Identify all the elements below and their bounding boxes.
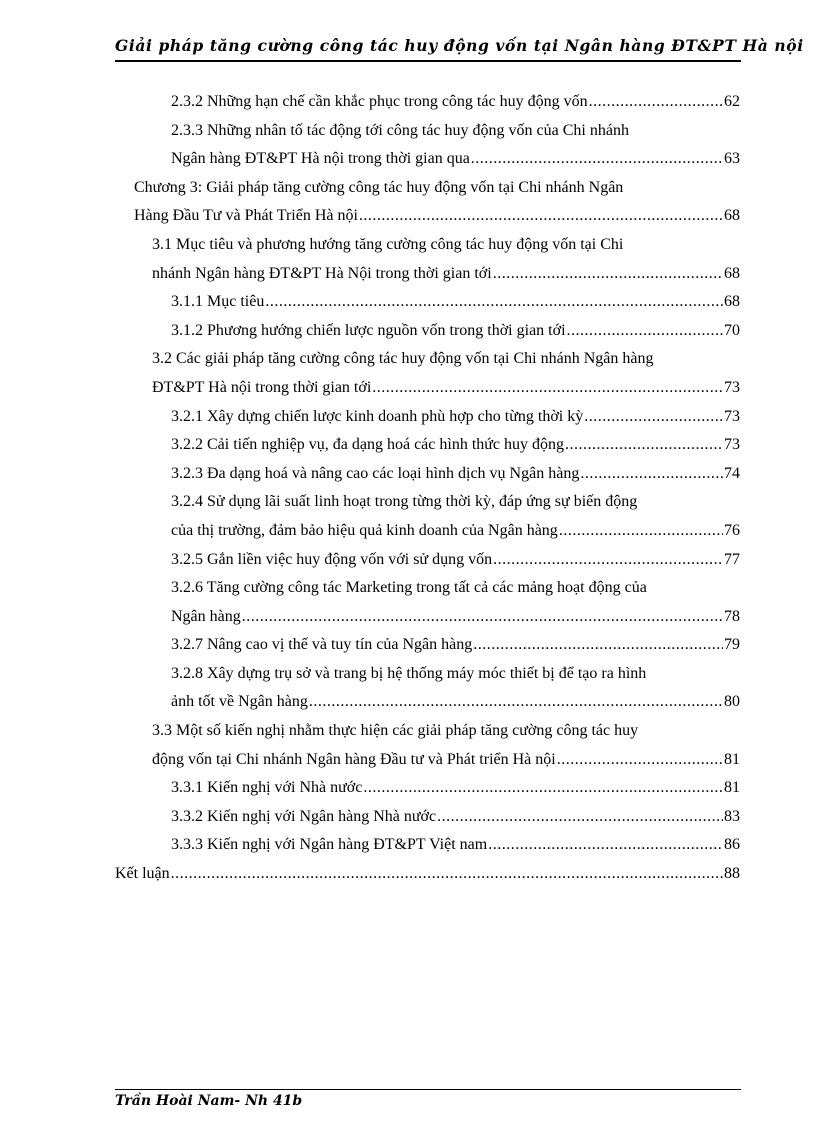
toc-entry-title: Chương 3: Giải pháp tăng cường công tác huy động vốn tại Chi nhánh Ngân	[134, 178, 624, 196]
toc-entry[interactable]	[0, 660, 816, 689]
toc-leader	[363, 774, 723, 802]
toc-page-number: 79	[724, 636, 740, 654]
toc-entry-title: 2.3.2 Những hạn chế cần khắc phục trong công tác huy động vốn	[171, 93, 588, 110]
toc-entry[interactable]	[0, 517, 816, 546]
toc-page-number: 78	[724, 607, 740, 625]
toc-entry[interactable]	[0, 717, 816, 746]
toc-page-number: 73	[724, 436, 740, 454]
toc-entry-title: 3.2.6 Tăng cường công tác Marketing trong tất cả các mảng hoạt động của	[171, 579, 647, 597]
toc-entry[interactable]	[0, 145, 816, 174]
toc-entry-title: Ngân hàng	[171, 607, 241, 625]
toc-leader	[359, 202, 723, 230]
toc-entry-title: 3.2.7 Nâng cao vị thế và tuy tín của Ngân hàng	[171, 636, 473, 654]
toc-entry[interactable]	[0, 202, 816, 231]
toc-page-number: 73	[724, 407, 740, 425]
toc-leader	[473, 631, 723, 659]
table-of-contents	[0, 88, 816, 889]
footer-rule	[115, 1089, 741, 1090]
toc-entry[interactable]	[0, 431, 816, 460]
toc-page-number: 76	[724, 521, 740, 539]
toc-entry[interactable]	[0, 174, 816, 203]
toc-entry[interactable]	[0, 403, 816, 432]
toc-entry-title: 3.1.2 Phương hướng chiến lược nguồn vốn trong thời gian tới	[171, 321, 566, 339]
toc-page-number: 68	[724, 293, 740, 311]
running-footer: Trần Hoài Nam- Nh 41b	[115, 1093, 303, 1109]
toc-entry-title: 3.3 Một số kiến nghị nhằm thực hiện các giải pháp tăng cường công tác huy	[152, 722, 639, 740]
toc-leader	[171, 860, 723, 888]
toc-entry-title: Hàng Đầu Tư và Phát Triển Hà nội	[134, 207, 358, 225]
toc-leader	[437, 803, 723, 831]
toc-entry-title: 3.3.1 Kiến nghị với Nhà nước	[171, 779, 363, 797]
toc-entry-title: 3.2.2 Cải tiến nghiệp vụ, đa dạng hoá các hình thức huy động	[171, 436, 565, 454]
toc-leader	[565, 431, 723, 459]
toc-page-number: 81	[724, 750, 740, 768]
toc-entry-title: Kết luận	[115, 865, 170, 883]
toc-entry[interactable]	[0, 288, 816, 317]
toc-leader	[488, 831, 723, 859]
toc-entry[interactable]	[0, 317, 816, 346]
toc-entry[interactable]	[0, 774, 816, 803]
toc-entry-title: ĐT&PT Hà nội trong thời gian tới	[152, 378, 372, 396]
toc-page-number: 83	[724, 807, 740, 825]
toc-entry[interactable]	[0, 831, 816, 860]
toc-entry-title: 3.2.4 Sử dụng lãi suất linh hoạt trong từng thời kỳ, đáp ứng sự biến động	[171, 493, 638, 511]
toc-entry[interactable]	[0, 546, 816, 575]
toc-entry-title: 3.2.3 Đa dạng hoá và nâng cao các loại hình dịch vụ Ngân hàng	[171, 464, 580, 482]
toc-leader	[493, 546, 723, 574]
toc-leader	[242, 603, 723, 631]
toc-leader	[309, 688, 723, 716]
toc-entry[interactable]	[0, 374, 816, 403]
toc-entry[interactable]	[0, 746, 816, 775]
toc-entry-title: 3.3.3 Kiến nghị với Ngân hàng ĐT&PT Việt nam	[171, 836, 488, 854]
toc-page-number: 88	[724, 865, 740, 883]
toc-entry-title: 3.1.1 Mục tiêu	[171, 293, 265, 311]
toc-entry[interactable]	[0, 860, 816, 889]
running-header: Giải pháp tăng cường công tác huy động vốn tại Ngân hàng ĐT&PT Hà nội	[115, 36, 804, 55]
toc-entry[interactable]	[0, 345, 816, 374]
toc-page-number: 73	[724, 378, 740, 396]
toc-entry[interactable]	[0, 574, 816, 603]
toc-page-number: 81	[724, 779, 740, 797]
toc-entry[interactable]	[0, 488, 816, 517]
toc-page-number: 63	[724, 150, 740, 168]
toc-page-number: 70	[724, 321, 740, 339]
toc-entry-title: 3.2.8 Xây dựng trụ sở và trang bị hệ thống máy móc thiết bị để tạo ra hình	[171, 664, 647, 682]
toc-entry-title: 3.3.2 Kiến nghị với Ngân hàng Nhà nước	[171, 807, 437, 825]
toc-entry[interactable]	[0, 88, 816, 117]
header-rule	[115, 60, 741, 62]
toc-leader	[493, 260, 723, 288]
toc-page-number: 68	[724, 264, 740, 282]
toc-entry[interactable]	[0, 803, 816, 832]
toc-entry[interactable]	[0, 260, 816, 289]
toc-page-number: 68	[724, 207, 740, 225]
toc-page-number: 86	[724, 836, 740, 854]
toc-entry-title: của thị trường, đảm bảo hiệu quả kinh doanh của Ngân hàng	[171, 521, 558, 539]
toc-entry-title: 3.2.5 Gắn liền việc huy động vốn với sử dụng vốn	[171, 550, 493, 568]
toc-leader	[372, 374, 723, 402]
toc-entry-title: nhánh Ngân hàng ĐT&PT Hà Nội trong thời gian tới	[152, 264, 492, 282]
toc-leader	[589, 88, 723, 116]
toc-entry-title: ảnh tốt về Ngân hàng	[171, 693, 308, 711]
toc-page-number: 77	[724, 550, 740, 568]
toc-entry[interactable]	[0, 603, 816, 632]
toc-leader	[584, 403, 723, 431]
toc-entry[interactable]	[0, 688, 816, 717]
toc-entry-title: 3.1 Mục tiêu và phương hướng tăng cường công tác huy động vốn tại Chi	[152, 235, 624, 253]
toc-leader	[559, 517, 723, 545]
toc-leader	[580, 460, 723, 488]
toc-leader	[567, 317, 723, 345]
toc-entry[interactable]	[0, 117, 816, 146]
toc-page-number: 62	[724, 93, 740, 110]
toc-entry-title: 2.3.3 Những nhân tố tác động tới công tác huy động vốn của Chi nhánh	[171, 121, 629, 139]
toc-entry-title: động vốn tại Chi nhánh Ngân hàng Đầu tư và Phát triển Hà nội	[152, 750, 556, 768]
toc-entry-title: 3.2.1 Xây dựng chiến lược kinh doanh phù hợp cho từng thời kỳ	[171, 407, 584, 425]
toc-entry[interactable]	[0, 631, 816, 660]
toc-entry[interactable]	[0, 460, 816, 489]
toc-leader	[265, 288, 723, 316]
toc-entry-title: 3.2 Các giải pháp tăng cường công tác huy động vốn tại Chi nhánh Ngân hàng	[152, 350, 654, 368]
toc-page-number: 80	[724, 693, 740, 711]
toc-entry-title: Ngân hàng ĐT&PT Hà nội trong thời gian qua	[171, 150, 470, 168]
toc-leader	[557, 746, 723, 774]
toc-page-number: 74	[724, 464, 740, 482]
toc-leader	[471, 145, 723, 173]
toc-entry[interactable]	[0, 231, 816, 260]
